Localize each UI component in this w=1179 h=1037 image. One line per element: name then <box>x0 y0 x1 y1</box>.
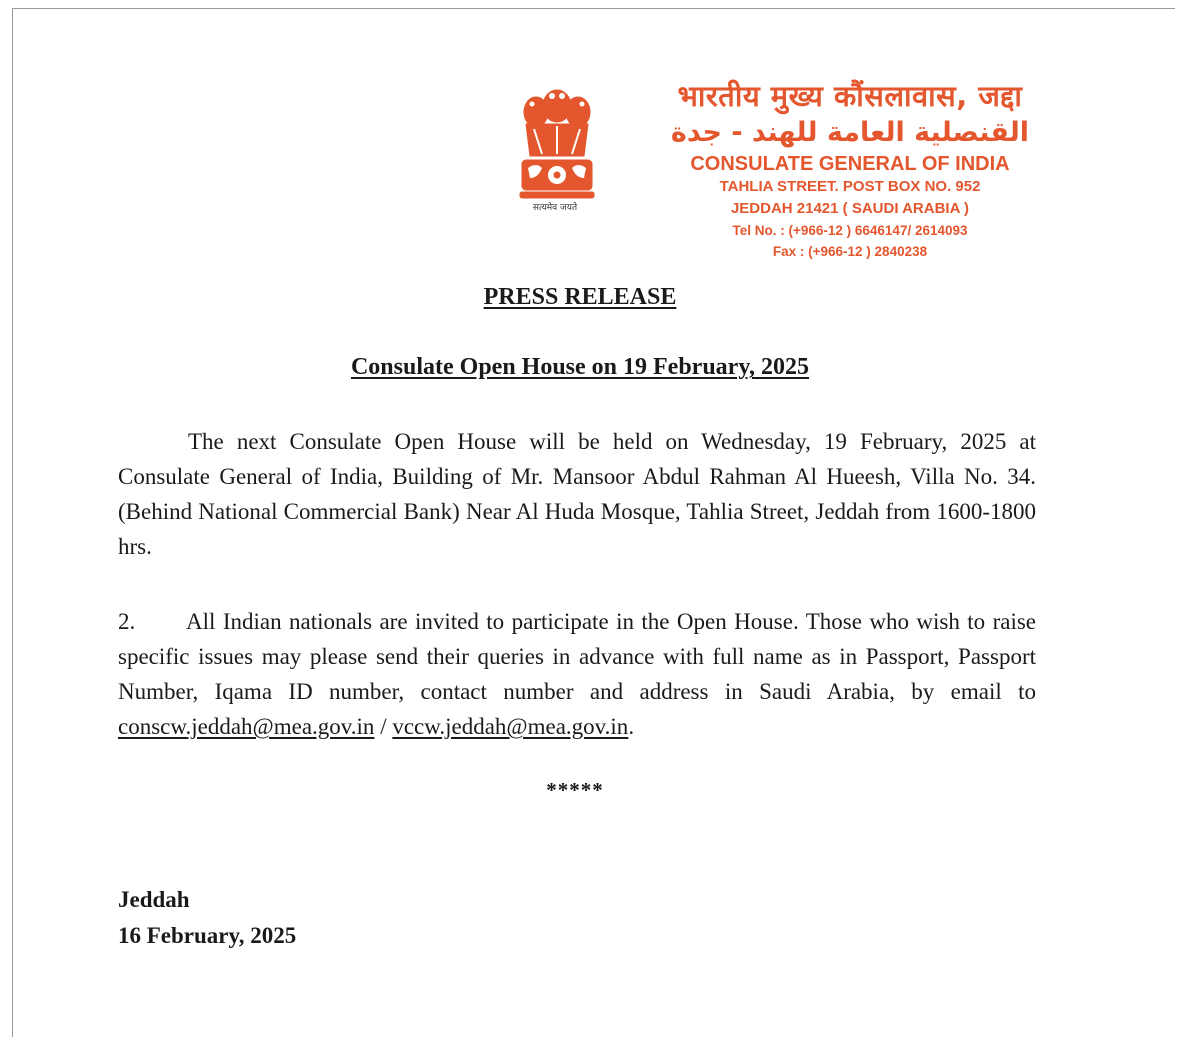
letterhead-hindi-name: भारतीय मुख्य कौंसलावास, जद्दा <box>677 79 1023 113</box>
paragraph-1: The next Consulate Open House will be held on Wednesday, 19 February, 2025 at Consulate General of India, Building of Mr. Mansoor Abdul Rahman Al Hueesh, Villa No. 34. (Behind National Commercial Bank) Near Al Huda Mosque, Tahlia Street, Jeddah from 1600-1800 hrs. <box>118 429 1036 559</box>
letterhead-english-name: CONSULATE GENERAL OF INDIA <box>690 153 1010 175</box>
scan-edge-left <box>12 8 13 1037</box>
scan-edge-top <box>12 8 1175 9</box>
email-separator: / <box>374 714 393 739</box>
document-title: PRESS RELEASE <box>483 284 677 310</box>
signature-block <box>118 882 296 954</box>
letterhead-city: JEDDAH 21421 ( SAUDI ARABIA ) <box>730 200 970 217</box>
email-link-vccw[interactable]: vccw.jeddah@mea.gov.in <box>392 714 629 739</box>
section-divider-stars: ***** <box>546 778 604 802</box>
letterhead-fax: Fax : (+966-12 ) 2840238 <box>772 244 928 259</box>
paragraph-2-end: . <box>628 714 635 739</box>
document-subtitle: Consulate Open House on 19 February, 2025 <box>350 354 810 380</box>
paragraph-2 <box>118 604 1036 744</box>
letterhead <box>660 78 1040 262</box>
issue-date: 16 February, 2025 <box>118 923 297 948</box>
place-name: Jeddah <box>118 887 190 912</box>
emblem-motto: सत्यमेव जयते <box>532 203 578 213</box>
letterhead-street: TAHLIA STREET. POST BOX NO. 952 <box>719 178 981 195</box>
email-link-conscw[interactable]: conscw.jeddah@mea.gov.in <box>118 714 375 739</box>
letterhead-tel: Tel No. : (+966-12 ) 6646147/ 2614093 <box>732 223 968 238</box>
paragraph-2-number: 2. <box>118 609 136 634</box>
paragraph-2-text: All Indian nationals are invited to participate in the Open House. Those who wish to raise specific issues may please send their queries in advance with full name as in Passport, Passport Number, Iqama ID number, contact number and address in Saudi Arabia, by email to <box>118 609 1036 704</box>
letterhead-arabic-name: القنصلية العامة للهند - جدة <box>670 117 1030 148</box>
